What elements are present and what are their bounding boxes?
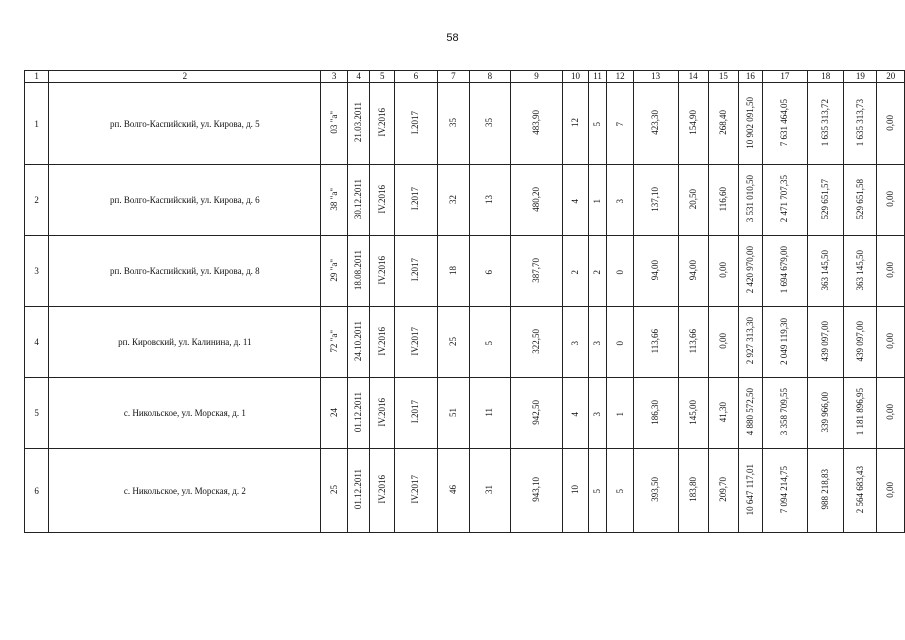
- table-row: [25, 165, 905, 236]
- row-number: 2: [25, 165, 49, 236]
- row-number: 5: [25, 378, 49, 449]
- cell-value: 943,10: [531, 477, 541, 502]
- cell-col-12: [607, 165, 633, 236]
- cell-col-3: [321, 378, 347, 449]
- cell-col-7: [437, 83, 469, 165]
- cell-value: 7 094 214,75: [779, 465, 790, 514]
- cell-col-18: [808, 165, 844, 236]
- cell-value: IV.2017: [410, 475, 421, 504]
- cell-col-20: [877, 83, 905, 165]
- cell-col-15: [708, 307, 738, 378]
- cell-col-11: [588, 236, 607, 307]
- row-number: 1: [25, 83, 49, 165]
- cell-col-4: [347, 449, 370, 533]
- cell-col-13: [633, 378, 678, 449]
- cell-value: IV.2016: [376, 255, 387, 285]
- cell-col-13: [633, 449, 678, 533]
- cell-value: 51: [447, 407, 458, 417]
- cell-value: 483,90: [531, 110, 541, 135]
- column-header-3: 3: [321, 71, 347, 83]
- row-number: 6: [25, 449, 49, 533]
- row-number: 3: [25, 236, 49, 307]
- cell-value: 154,90: [687, 110, 698, 135]
- cell-col-20: [877, 378, 905, 449]
- table-row: [25, 307, 905, 378]
- cell-col-7: [437, 165, 469, 236]
- cell-col-16: [739, 83, 763, 165]
- cell-col-5: [370, 83, 395, 165]
- cell-col-14: [678, 83, 708, 165]
- cell-col-11: [588, 83, 607, 165]
- column-header-10: 10: [563, 71, 588, 83]
- cell-col-8: [469, 378, 510, 449]
- cell-col-10: [563, 83, 588, 165]
- row-number: 4: [25, 307, 49, 378]
- cell-col-15: [708, 378, 738, 449]
- cell-col-17: [762, 236, 808, 307]
- cell-col-19: [844, 449, 877, 533]
- cell-value: IV.2016: [376, 108, 387, 137]
- cell-value: 0,00: [717, 333, 728, 349]
- cell-value: 6: [484, 269, 495, 274]
- page-number: 58: [446, 32, 459, 44]
- cell-col-5: [370, 165, 395, 236]
- cell-value: 3 531 010,50: [744, 175, 755, 223]
- cell-value: 13: [484, 194, 495, 204]
- cell-col-9: [510, 378, 562, 449]
- cell-col-17: [762, 165, 808, 236]
- column-header-6: 6: [394, 71, 437, 83]
- cell-col-4: [347, 236, 370, 307]
- cell-value: 1 635 313,73: [854, 98, 865, 147]
- cell-col-7: [437, 236, 469, 307]
- cell-value: 393,50: [650, 477, 661, 502]
- cell-value: 01.12.2011: [353, 469, 364, 510]
- cell-value: 25: [328, 485, 339, 494]
- cell-value: 0: [614, 269, 625, 274]
- table-row: [25, 378, 905, 449]
- cell-value: 2 049 119,30: [779, 317, 790, 365]
- cell-col-20: [877, 449, 905, 533]
- cell-col-6: [394, 83, 437, 165]
- cell-col-3: [321, 165, 347, 236]
- cell-value: 1: [592, 198, 603, 203]
- cell-col-10: [563, 165, 588, 236]
- cell-col-7: [437, 307, 469, 378]
- address-cell: с. Никольское, ул. Морская, д. 1: [49, 378, 321, 449]
- cell-col-10: [563, 378, 588, 449]
- cell-col-10: [563, 449, 588, 533]
- header-row: [25, 71, 905, 83]
- column-header-14: 14: [678, 71, 708, 83]
- table-row: [25, 236, 905, 307]
- cell-value: 20,50: [687, 188, 698, 210]
- data-table: [24, 70, 905, 533]
- cell-value: 1 181 896,95: [854, 388, 865, 436]
- cell-value: 113,66: [687, 328, 698, 354]
- cell-value: 11: [484, 407, 495, 417]
- cell-col-11: [588, 378, 607, 449]
- cell-col-13: [633, 83, 678, 165]
- cell-value: 186,30: [650, 399, 661, 425]
- cell-value: 439 097,00: [820, 320, 831, 362]
- column-header-8: 8: [469, 71, 510, 83]
- cell-value: I.2017: [410, 400, 421, 424]
- cell-value: 268,40: [717, 110, 728, 135]
- cell-value: 0,00: [717, 262, 728, 278]
- cell-value: 113,66: [650, 328, 661, 354]
- cell-value: 29 "а": [328, 258, 339, 282]
- cell-value: 5: [592, 489, 603, 494]
- cell-value: 72 "а": [328, 329, 339, 353]
- cell-col-12: [607, 378, 633, 449]
- cell-col-19: [844, 378, 877, 449]
- cell-value: IV.2016: [376, 326, 387, 356]
- cell-col-20: [877, 165, 905, 236]
- column-header-19: 19: [844, 71, 877, 83]
- cell-col-18: [808, 449, 844, 533]
- cell-col-9: [510, 165, 562, 236]
- cell-col-11: [588, 165, 607, 236]
- cell-col-12: [607, 449, 633, 533]
- cell-value: 209,70: [717, 477, 728, 502]
- column-header-9: 9: [510, 71, 562, 83]
- cell-col-16: [739, 378, 763, 449]
- cell-value: 480,20: [531, 186, 541, 212]
- cell-value: IV.2016: [376, 475, 387, 504]
- cell-col-4: [347, 307, 370, 378]
- cell-col-18: [808, 378, 844, 449]
- cell-value: 0,00: [885, 262, 896, 278]
- column-header-5: 5: [370, 71, 395, 83]
- cell-value: 30.12.2011: [353, 178, 364, 220]
- table-row: [25, 83, 905, 165]
- cell-col-20: [877, 307, 905, 378]
- address-cell: рп. Волго-Каспийский, ул. Кирова, д. 5: [49, 83, 321, 165]
- cell-value: 0: [614, 340, 625, 345]
- cell-col-6: [394, 236, 437, 307]
- column-header-12: 12: [607, 71, 633, 83]
- cell-value: 322,50: [531, 328, 541, 354]
- address-cell: рп. Кировский, ул. Калинина, д. 11: [49, 307, 321, 378]
- cell-col-17: [762, 449, 808, 533]
- cell-value: 137,10: [650, 186, 661, 212]
- cell-col-4: [347, 83, 370, 165]
- cell-value: 387,70: [531, 257, 541, 283]
- cell-col-15: [708, 83, 738, 165]
- cell-value: 183,80: [687, 477, 698, 502]
- cell-value: 12: [569, 118, 580, 127]
- cell-col-5: [370, 236, 395, 307]
- cell-value: 529 651,58: [854, 178, 865, 220]
- cell-value: 10: [569, 485, 580, 494]
- cell-value: 2: [592, 269, 603, 274]
- cell-col-11: [588, 307, 607, 378]
- cell-value: IV.2017: [410, 326, 421, 356]
- cell-col-8: [469, 307, 510, 378]
- cell-value: 339 966,00: [820, 391, 831, 433]
- cell-value: 1 635 313,72: [820, 98, 831, 147]
- cell-value: 4: [569, 198, 580, 203]
- cell-value: 21.03.2011: [353, 102, 364, 143]
- cell-value: 5: [614, 489, 625, 494]
- cell-value: 2 564 683,43: [854, 465, 865, 514]
- cell-col-10: [563, 307, 588, 378]
- cell-col-6: [394, 378, 437, 449]
- cell-value: 363 145,50: [820, 249, 831, 291]
- cell-col-3: [321, 83, 347, 165]
- cell-value: 3: [569, 340, 580, 345]
- cell-col-15: [708, 449, 738, 533]
- cell-value: IV.2016: [376, 184, 387, 214]
- cell-value: 10 647 117,01: [744, 463, 755, 516]
- cell-col-5: [370, 449, 395, 533]
- cell-value: IV.2016: [376, 397, 387, 427]
- cell-col-19: [844, 236, 877, 307]
- table-row: [25, 449, 905, 533]
- cell-value: 0,00: [885, 333, 896, 349]
- cell-value: 18: [447, 265, 458, 275]
- column-header-20: 20: [877, 71, 905, 83]
- cell-col-15: [708, 165, 738, 236]
- cell-col-15: [708, 236, 738, 307]
- cell-value: 439 097,00: [854, 320, 865, 362]
- cell-col-8: [469, 449, 510, 533]
- cell-value: 0,00: [885, 114, 896, 131]
- cell-col-19: [844, 83, 877, 165]
- cell-value: 4: [569, 411, 580, 416]
- cell-col-16: [739, 449, 763, 533]
- cell-value: 5: [592, 122, 603, 127]
- address-cell: с. Никольское, ул. Морская, д. 2: [49, 449, 321, 533]
- cell-col-20: [877, 236, 905, 307]
- cell-col-3: [321, 307, 347, 378]
- cell-col-9: [510, 449, 562, 533]
- cell-value: 3: [592, 340, 603, 345]
- cell-value: 41,30: [717, 401, 728, 423]
- cell-value: 24.10.2011: [353, 320, 364, 362]
- cell-value: 2 927 313,30: [744, 317, 755, 365]
- cell-value: 529 651,57: [820, 178, 831, 220]
- cell-value: 423,30: [650, 110, 661, 135]
- cell-col-8: [469, 236, 510, 307]
- cell-col-14: [678, 449, 708, 533]
- cell-col-12: [607, 307, 633, 378]
- column-header-11: 11: [588, 71, 607, 83]
- cell-value: 2: [569, 269, 580, 274]
- cell-value: 1: [614, 411, 625, 416]
- cell-col-13: [633, 307, 678, 378]
- cell-col-17: [762, 307, 808, 378]
- cell-value: 3: [614, 198, 625, 203]
- cell-value: I.2017: [410, 110, 421, 135]
- cell-col-18: [808, 83, 844, 165]
- cell-col-14: [678, 307, 708, 378]
- cell-col-16: [739, 236, 763, 307]
- cell-col-5: [370, 307, 395, 378]
- cell-value: I.2017: [410, 258, 421, 282]
- cell-col-12: [607, 83, 633, 165]
- cell-col-19: [844, 307, 877, 378]
- cell-col-14: [678, 378, 708, 449]
- cell-value: 7: [614, 122, 625, 127]
- cell-value: 0,00: [885, 191, 896, 207]
- cell-value: 4 880 572,50: [744, 388, 755, 436]
- cell-value: 363 145,50: [854, 249, 865, 291]
- column-header-13: 13: [633, 71, 678, 83]
- cell-col-17: [762, 378, 808, 449]
- cell-value: 18.08.2011: [353, 249, 364, 291]
- cell-col-13: [633, 236, 678, 307]
- cell-value: 988 218,83: [820, 469, 831, 510]
- cell-col-3: [321, 449, 347, 533]
- cell-value: 10 902 091,50: [744, 96, 755, 149]
- cell-col-18: [808, 236, 844, 307]
- cell-value: 31: [484, 485, 495, 494]
- cell-col-17: [762, 83, 808, 165]
- cell-value: 116,60: [717, 186, 728, 212]
- cell-col-4: [347, 165, 370, 236]
- address-cell: рп. Волго-Каспийский, ул. Кирова, д. 8: [49, 236, 321, 307]
- cell-col-5: [370, 378, 395, 449]
- cell-value: 145,00: [687, 399, 698, 425]
- cell-col-14: [678, 236, 708, 307]
- cell-value: 38 "а": [328, 187, 339, 211]
- cell-value: 32: [447, 194, 458, 204]
- cell-col-14: [678, 165, 708, 236]
- cell-value: 01.12.2011: [353, 391, 364, 433]
- cell-value: 46: [447, 485, 458, 494]
- cell-value: 25: [447, 336, 458, 346]
- address-cell: рп. Волго-Каспийский, ул. Кирова, д. 6: [49, 165, 321, 236]
- column-header-7: 7: [437, 71, 469, 83]
- cell-value: I.2017: [410, 187, 421, 211]
- cell-col-16: [739, 307, 763, 378]
- cell-col-4: [347, 378, 370, 449]
- cell-col-9: [510, 307, 562, 378]
- cell-col-11: [588, 449, 607, 533]
- cell-col-7: [437, 378, 469, 449]
- column-header-4: 4: [347, 71, 370, 83]
- cell-value: 03 "а": [328, 111, 339, 134]
- cell-value: 35: [484, 118, 495, 127]
- cell-value: 94,00: [687, 259, 698, 281]
- cell-col-19: [844, 165, 877, 236]
- cell-col-16: [739, 165, 763, 236]
- column-header-17: 17: [762, 71, 808, 83]
- cell-col-9: [510, 83, 562, 165]
- cell-value: 2 420 970,00: [744, 246, 755, 294]
- cell-col-6: [394, 307, 437, 378]
- column-header-2: 2: [49, 71, 321, 83]
- cell-value: 3 358 709,55: [779, 388, 790, 436]
- cell-col-8: [469, 165, 510, 236]
- cell-col-18: [808, 307, 844, 378]
- cell-value: 7 631 464,05: [779, 98, 790, 147]
- cell-value: 3: [592, 411, 603, 416]
- column-header-1: 1: [25, 71, 49, 83]
- cell-value: 94,00: [650, 259, 661, 281]
- cell-value: 5: [484, 340, 495, 345]
- cell-col-10: [563, 236, 588, 307]
- column-header-15: 15: [708, 71, 738, 83]
- cell-col-6: [394, 449, 437, 533]
- cell-value: 2 471 707,35: [779, 175, 790, 223]
- cell-value: 0,00: [885, 481, 896, 498]
- cell-col-13: [633, 165, 678, 236]
- cell-value: 0,00: [885, 404, 896, 420]
- column-header-18: 18: [808, 71, 844, 83]
- cell-col-12: [607, 236, 633, 307]
- cell-col-7: [437, 449, 469, 533]
- column-header-16: 16: [739, 71, 763, 83]
- cell-col-6: [394, 165, 437, 236]
- cell-value: 1 694 679,00: [779, 246, 790, 294]
- cell-value: 24: [328, 407, 339, 417]
- cell-value: 942,50: [531, 399, 541, 425]
- cell-col-3: [321, 236, 347, 307]
- cell-col-9: [510, 236, 562, 307]
- cell-col-8: [469, 83, 510, 165]
- cell-value: 35: [447, 118, 458, 127]
